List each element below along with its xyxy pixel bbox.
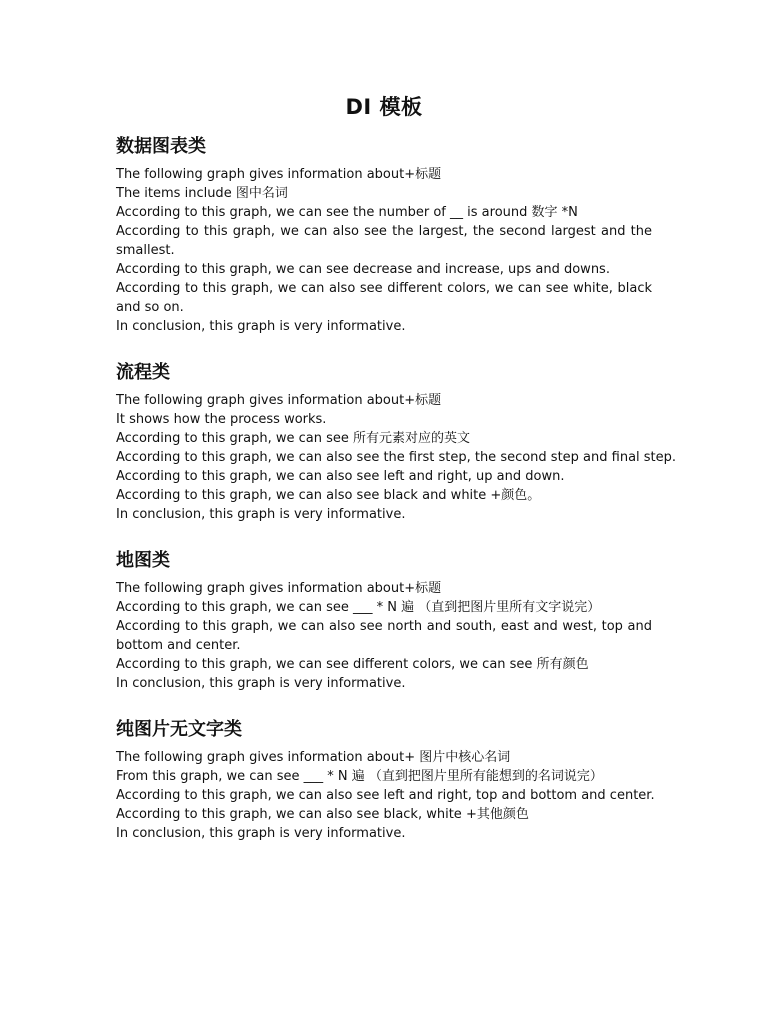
template-line: According to this graph, we can see the number of __ is around 数字 *N [116,205,578,220]
template-line: According to this graph, we can see decrease and increase, ups and downs. [116,262,610,277]
template-line: According to this graph, we can see ___ * N 遍 （直到把图片里所有文字说完） [116,600,601,615]
template-line: It shows how the process works. [116,412,327,427]
section-map [116,548,652,693]
template-line: According to this graph, we can also see different colors, we can see white, black and so on. [116,281,652,315]
template-line: According to this graph, we can see different colors, we can see 所有颜色 [116,657,589,672]
template-line: According to this graph, we can also see north and south, east and west, top and bottom and center. [116,619,652,653]
template-line: The items include 图中名词 [116,186,288,201]
template-line: The following graph gives information about+标题 [116,581,442,596]
template-line: In conclusion, this graph is very informative. [116,507,406,522]
section-heading: 数据图表类 [116,136,206,157]
template-line: The following graph gives information about+标题 [116,393,442,408]
section-picture-no-text [116,717,655,843]
section-heading: 流程类 [116,362,170,383]
section-process [116,360,677,524]
template-line: The following graph gives information about+ 图片中核心名词 [116,750,511,765]
template-line: According to this graph, we can also see the largest, the second largest and the smallest. [116,224,652,258]
section-heading: 地图类 [116,550,170,571]
template-line: In conclusion, this graph is very informative. [116,826,406,841]
template-line: According to this graph, we can also see left and right, top and bottom and center. [116,788,655,803]
template-line: The following graph gives information about+标题 [116,167,442,182]
template-line: In conclusion, this graph is very informative. [116,319,406,334]
template-line: According to this graph, we can also see the first step, the second step and final step. [116,450,677,465]
section-heading: 纯图片无文字类 [116,719,242,740]
template-line: According to this graph, we can see 所有元素对应的英文 [116,431,471,446]
template-line: From this graph, we can see ___ * N 遍 （直到把图片里所有能想到的名词说完） [116,769,603,784]
template-line: According to this graph, we can also see left and right, up and down. [116,469,565,484]
template-line: According to this graph, we can also see black, white +其他颜色 [116,807,529,822]
document-title: DI 模板 [345,95,423,119]
document-page [116,92,677,867]
section-data-chart [116,134,652,336]
template-line: In conclusion, this graph is very informative. [116,676,406,691]
template-line: According to this graph, we can also see black and white +颜色。 [116,488,541,503]
